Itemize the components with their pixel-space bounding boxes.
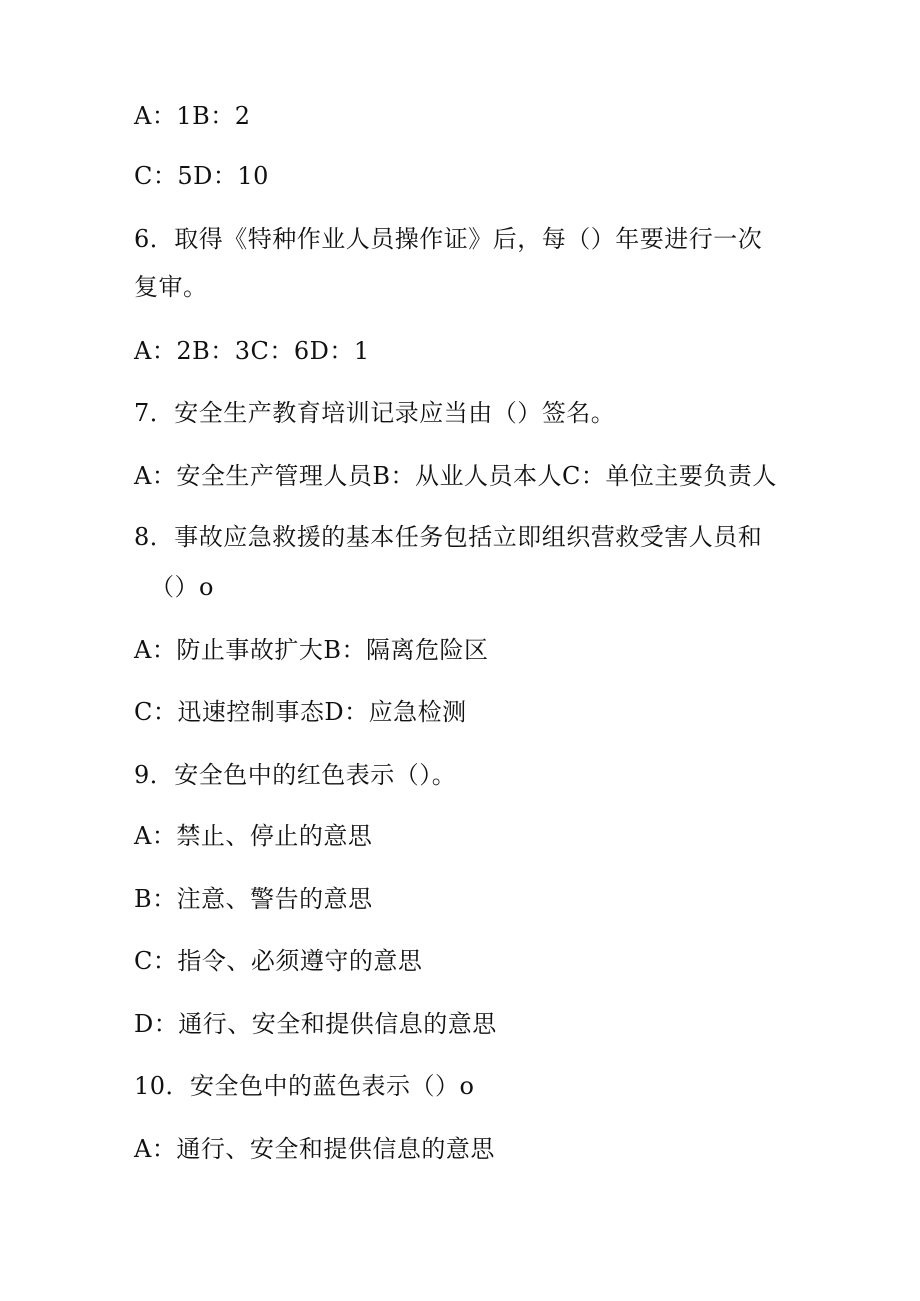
question-9-text: 9．安全色中的红色表示（）。 bbox=[134, 761, 457, 789]
option-line: D：通行、安全和提供信息的意思 bbox=[134, 1010, 497, 1038]
option-line: A：防止事故扩大B：隔离危险区 bbox=[134, 636, 489, 664]
option-line: C：迅速控制事态D：应急检测 bbox=[134, 698, 467, 726]
option-line: B：注意、警告的意思 bbox=[134, 885, 373, 913]
option-line: C：5D：10 bbox=[134, 162, 269, 190]
question-7-text: 7．安全生产教育培训记录应当由（）签名。 bbox=[134, 399, 616, 427]
option-line: A：安全生产管理人员B：从业人员本人C：单位主要负责人 bbox=[134, 462, 777, 490]
question-8-text: 8．事故应急救援的基本任务包括立即组织营救受害人员和 bbox=[134, 523, 763, 551]
option-line: A：1B：2 bbox=[134, 102, 251, 130]
question-8-text-continued: （）o bbox=[150, 573, 214, 601]
question-6-text: 6．取得《特种作业人员操作证》后，每（）年要进行一次 bbox=[134, 225, 763, 253]
question-10-text: 10．安全色中的蓝色表示（）o bbox=[134, 1072, 475, 1100]
option-line: A：通行、安全和提供信息的意思 bbox=[134, 1135, 495, 1163]
option-line: A：2B：3C：6D：1 bbox=[134, 337, 370, 365]
option-line: A：禁止、停止的意思 bbox=[134, 822, 373, 850]
question-6-text-continued: 复审。 bbox=[134, 273, 208, 301]
option-line: C：指令、必须遵守的意思 bbox=[134, 947, 423, 975]
